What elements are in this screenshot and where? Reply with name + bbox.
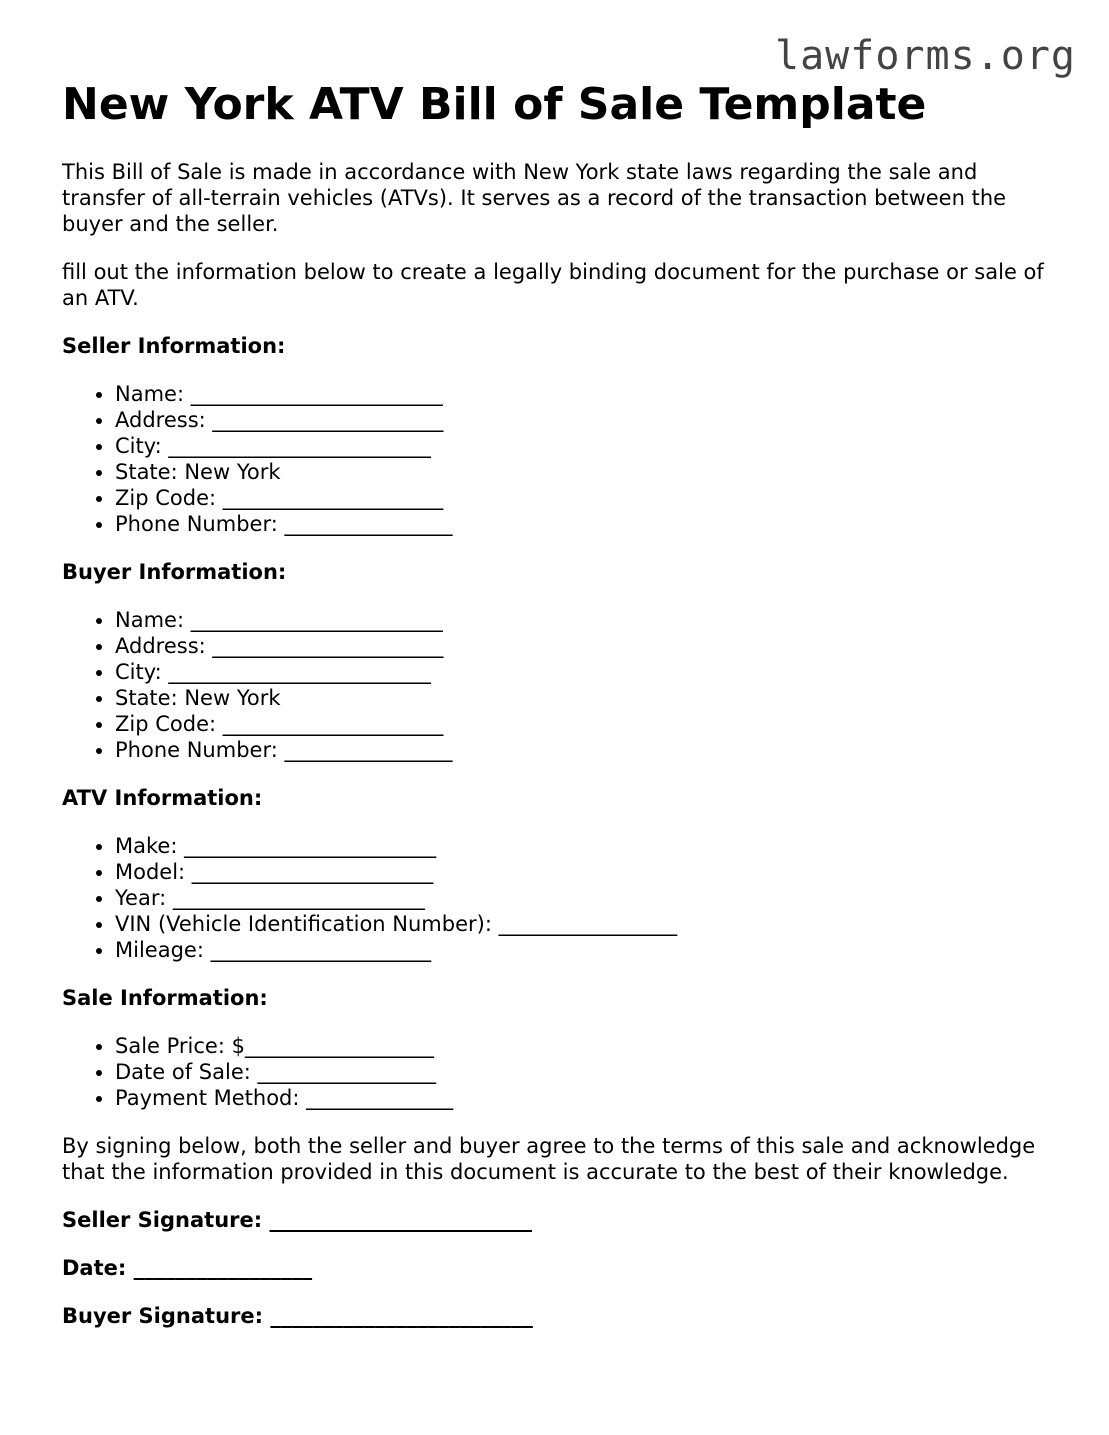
- buyer-info-heading: Buyer Information:: [62, 560, 287, 584]
- agreement-paragraph: By signing below, both the seller and buyer agree to the terms of this sale and acknowledge that the information provided in this document is accurate to the best of their knowledge.: [62, 1134, 1036, 1184]
- sale-info-list: [62, 1033, 1062, 1111]
- sale-price-field[interactable]: • Sale Price: $__________________: [115, 1033, 1062, 1059]
- sale-info-heading: Sale Information:: [62, 986, 268, 1010]
- buyer-info-list: [62, 607, 1062, 763]
- buyer-city-field[interactable]: • City: _________________________: [115, 659, 1062, 685]
- seller-phone-field[interactable]: • Phone Number: ________________: [115, 511, 1062, 537]
- seller-info-heading: Seller Information:: [62, 334, 286, 358]
- buyer-phone-field[interactable]: • Phone Number: ________________: [115, 737, 1062, 763]
- lawforms-watermark: lawforms.org: [775, 33, 1076, 79]
- seller-signature-line[interactable]: Seller Signature: _________________________: [62, 1208, 532, 1232]
- buyer-address-field[interactable]: • Address: ______________________: [115, 633, 1062, 659]
- atv-model-field[interactable]: • Model: _______________________: [115, 859, 1062, 885]
- payment-method-field[interactable]: • Payment Method: ______________: [115, 1085, 1062, 1111]
- seller-state-field: • State: New York: [115, 459, 1062, 485]
- sale-date-field[interactable]: • Date of Sale: _________________: [115, 1059, 1062, 1085]
- atv-info-list: [62, 833, 1062, 963]
- atv-info-heading: ATV Information:: [62, 786, 263, 810]
- seller-zip-field[interactable]: • Zip Code: _____________________: [115, 485, 1062, 511]
- buyer-zip-field[interactable]: • Zip Code: _____________________: [115, 711, 1062, 737]
- atv-year-field[interactable]: • Year: ________________________: [115, 885, 1062, 911]
- seller-name-field[interactable]: • Name: ________________________: [115, 381, 1062, 407]
- seller-info-list: [62, 381, 1062, 537]
- document-body: [62, 78, 1062, 1329]
- atv-mileage-field[interactable]: • Mileage: _____________________: [115, 937, 1062, 963]
- signature-date-line[interactable]: Date: _________________: [62, 1256, 313, 1280]
- seller-address-field[interactable]: • Address: ______________________: [115, 407, 1062, 433]
- atv-vin-field[interactable]: • VIN (Vehicle Identification Number): _________________: [115, 911, 1062, 937]
- atv-make-field[interactable]: • Make: ________________________: [115, 833, 1062, 859]
- buyer-signature-line[interactable]: Buyer Signature: _________________________: [62, 1304, 533, 1328]
- seller-city-field[interactable]: • City: _________________________: [115, 433, 1062, 459]
- buyer-state-field: • State: New York: [115, 685, 1062, 711]
- buyer-name-field[interactable]: • Name: ________________________: [115, 607, 1062, 633]
- intro-paragraph: This Bill of Sale is made in accordance with New York state laws regarding the sale and transfer of all-terrain vehicles (ATVs). It serves as a record of the transaction between the buyer and the seller.: [62, 160, 1007, 236]
- page-title: New York ATV Bill of Sale Template: [62, 79, 927, 130]
- instructions-paragraph: fill out the information below to create a legally binding document for the purchase or sale of an ATV.: [62, 260, 1044, 310]
